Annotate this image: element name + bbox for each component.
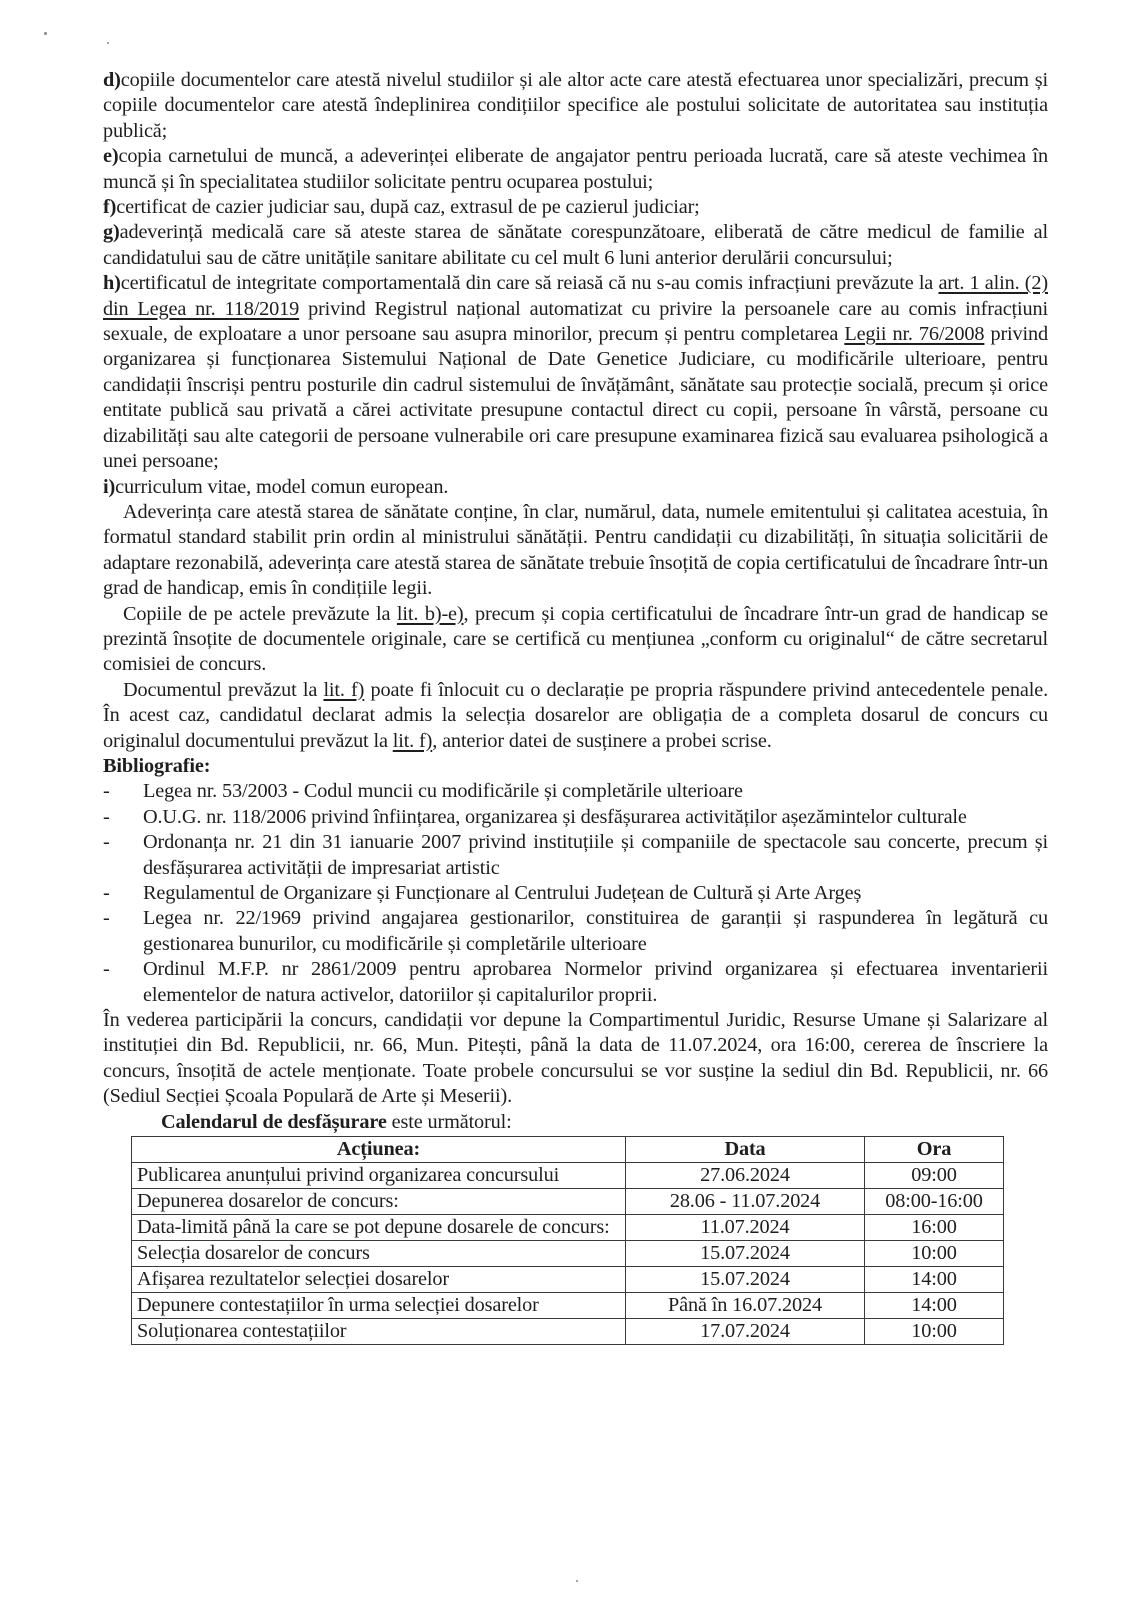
calendar-heading: [103, 1110, 1048, 1135]
cell-date: Până în 16.07.2024: [626, 1293, 865, 1319]
bibliography-item: - Legea nr. 22/1969 privind angajarea gestionarilor, constituirea de garanții și raspunderea în legătură cu gestionarea bunurilor, cu modificările și completările ulterioare: [103, 906, 1048, 957]
cell-action: Depunere contestațiilor în urma selecției dosarelor: [132, 1293, 626, 1319]
requirement-i: [103, 475, 1048, 500]
bibliography-item: - Regulamentul de Organizare și Funcționare al Centrului Județean de Cultură și Arte Argeș: [103, 881, 1048, 906]
requirement-text: copia carnetului de muncă, a adeverinței eliberate de angajator pentru perioada lucrată, care să ateste vechimea în muncă și în specialitatea studiilor solicitate pentru ocuparea postului;: [103, 145, 1048, 193]
table-header-row: [132, 1137, 1004, 1163]
cell-date: 15.07.2024: [626, 1267, 865, 1293]
bibliography-item: - Legea nr. 53/2003 - Codul muncii cu modificările și completările ulterioare: [103, 779, 1048, 804]
requirement-text: certificatul de integritate comportamentală din care să reiasă că nu s-au comis infracțiuni prevăzute la: [120, 272, 939, 295]
requirement-text: certificat de cazier judiciar sau, după caz, extrasul de pe cazierul judiciar;: [116, 196, 700, 219]
bibliography-item: - Ordinul M.F.P. nr 2861/2009 pentru aprobarea Normelor privind organizarea și efectuarea inventarierii elementelor de natura activelor, datoriilor și capitalurilor proprii.: [103, 957, 1048, 1008]
bibliography-item: - O.U.G. nr. 118/2006 privind înființarea, organizarea și desfășurarea activităților așezămintelor culturale: [103, 805, 1048, 830]
requirement-text: curriculum vitae, model comun european.: [115, 475, 449, 498]
requirement-letter: d): [103, 69, 121, 91]
scan-speck: [576, 1580, 578, 1582]
requirement-f: [103, 195, 1048, 220]
cell-action: Depunerea dosarelor de concurs:: [132, 1189, 626, 1215]
cell-time: 14:00: [865, 1267, 1004, 1293]
cell-date: 15.07.2024: [626, 1241, 865, 1267]
cell-date: 11.07.2024: [626, 1215, 865, 1241]
lit-reference-link[interactable]: lit. f): [392, 729, 433, 752]
cell-time: 16:00: [865, 1215, 1004, 1241]
calendar-section: [103, 1110, 1048, 1345]
requirement-text: copiile documentelor care atestă nivelul studiilor și ale altor acte care atestă efectuarea unor specializări, precum și copiile documentelor care atestă îndeplinirea condițiilor specifice ale postului solicitate de autoritatea sau instituția publică;: [103, 69, 1048, 142]
requirement-letter: e): [103, 145, 119, 168]
table-row: [132, 1241, 1004, 1267]
paragraph-text: Documentul prevăzut la: [123, 678, 324, 701]
cell-date: 27.06.2024: [626, 1163, 865, 1189]
cell-time: 10:00: [865, 1241, 1004, 1267]
cell-action: Publicarea anunțului privind organizarea concursului: [132, 1163, 626, 1189]
calendar-table: [131, 1136, 1004, 1345]
submission-paragraph: În vederea participării la concurs, candidații vor depune la Compartimentul Juridic, Resurse Umane și Salarizare al instituției din Bd. Republicii, nr. 66, Mun. Pitești, până la data de 11.07.2024, ora 16:00, cererea de înscriere la concurs, însoțită de actele menționate. Toate probele concursului se vor susține la sediul din Bd. Republicii, nr. 66 (Sediul Secției Școala Populară de Arte și Meserii).: [103, 1009, 1048, 1108]
requirement-letter: g): [103, 221, 120, 244]
medical-certificate-paragraph: Adeverința care atestă starea de sănătate conține, în clar, numărul, data, numele emitentului și calitatea acestuia, în formatul standard stabilit prin ordin al ministrului sănătății. Pentru candidații cu dizabilități, în situația solicitării de adaptare rezonabilă, adeverința care atestă starea de sănătate trebuie însoțită de copia certificatului de încadrare într-un grad de handicap, emis în condițiile legii.: [103, 500, 1048, 600]
paragraph-text: , precum și copia certificatului de încadrare într-un grad de handicap se prezintă însoțite de documentele originale, care se certifică cu mențiunea „conform cu originalul“ de către secretarul comisiei de concurs.: [103, 602, 1048, 676]
cell-date: 28.06 - 11.07.2024: [626, 1189, 865, 1215]
requirement-text: privind Registrul național automatizat cu privire la persoanele care au comis infracțiuni sexuale, de exploatare a unor persoane sau asupra minorilor, precum și pentru completarea: [103, 297, 1048, 346]
requirement-e: [103, 144, 1048, 195]
bibliography-list: [103, 779, 1048, 1008]
column-header-action: Acțiunea:: [132, 1137, 626, 1163]
requirement-letter: f): [103, 196, 117, 219]
requirement-text: adeverință medicală care să ateste starea de sănătate corespunzătoare, eliberată de către medicul de familie al candidatului sau de către unitățile sanitare abilitate cu cel mult 6 luni anterior derulării concursului;: [103, 221, 1048, 269]
cell-time: 14:00: [865, 1293, 1004, 1319]
document-page: [103, 68, 1048, 1345]
paragraph-text: , anterior datei de susținere a probei scrise.: [432, 729, 772, 752]
scan-speck: [107, 42, 109, 44]
lit-reference-link[interactable]: lit. b)-e): [396, 602, 464, 625]
table-row: [132, 1267, 1004, 1293]
requirement-d: [103, 68, 1048, 144]
lit-reference-link[interactable]: lit. f): [323, 678, 365, 701]
cell-time: 10:00: [865, 1319, 1004, 1345]
bibliography-section: [103, 754, 1048, 1008]
calendar-heading-bold: Calendarul de desfășurare: [161, 1110, 387, 1133]
cell-action: Soluționarea contestațiilor: [132, 1319, 626, 1345]
copies-paragraph: [103, 602, 1048, 678]
scan-speck: [44, 32, 47, 35]
table-row: [132, 1189, 1004, 1215]
calendar-heading-rest: este următorul:: [386, 1110, 512, 1133]
table-row: [132, 1293, 1004, 1319]
paragraph-text: Copiile de pe actele prevăzute la: [123, 602, 397, 625]
table-row: [132, 1163, 1004, 1189]
requirement-h: [103, 271, 1048, 474]
cell-time: 09:00: [865, 1163, 1004, 1189]
table-row: [132, 1215, 1004, 1241]
requirement-g: [103, 220, 1048, 271]
requirements-list: [103, 68, 1048, 500]
paragraph-text: poate fi înlocuit cu o declarație pe propria răspundere privind antecedentele penale. În acest caz, candidatul declarat admis la selecția dosarelor are obligația de a completa dosarul de concurs cu originalul documentului prevăzut la: [103, 678, 1048, 752]
law-reference-link[interactable]: Legii nr. 76/2008: [844, 323, 985, 346]
law-reference-link[interactable]: art. 1 alin. (2) din Legea nr. 118/2019: [103, 272, 1049, 320]
bibliography-item: - Ordonanța nr. 21 din 31 ianuarie 2007 privind instituțiile și companiile de spectacole sau concerte, precum și desfășurarea activității de impresariat artistic: [103, 830, 1048, 881]
declaration-paragraph: [103, 678, 1048, 754]
requirement-text: privind organizarea și funcționarea Sistemului Național de Date Genetice Judiciare, cu modificările ulterioare, pentru candidații înscriși pentru posturile din cadrul sistemului de învățământ, sănătate sau protecție socială, precum și orice entitate publică sau privată a cărei activitate presupune contactul direct cu copii, persoane în vârstă, persoane cu dizabilități sau alte categorii de persoane vulnerabile ori care presupune examinarea fizică sau evaluarea psihologică a unei persoane;: [103, 323, 1048, 473]
column-header-date: Data: [626, 1137, 865, 1163]
table-row: [132, 1319, 1004, 1345]
bibliography-heading: Bibliografie:: [103, 754, 211, 777]
column-header-time: Ora: [865, 1137, 1004, 1163]
cell-action: Selecția dosarelor de concurs: [132, 1241, 626, 1267]
requirement-letter: i): [103, 475, 116, 498]
cell-action: Afișarea rezultatelor selecției dosarelor: [132, 1267, 626, 1293]
requirement-letter: h): [103, 272, 121, 295]
cell-date: 17.07.2024: [626, 1319, 865, 1345]
cell-action: Data-limită până la care se pot depune dosarele de concurs:: [132, 1215, 626, 1241]
cell-time: 08:00-16:00: [865, 1189, 1004, 1215]
